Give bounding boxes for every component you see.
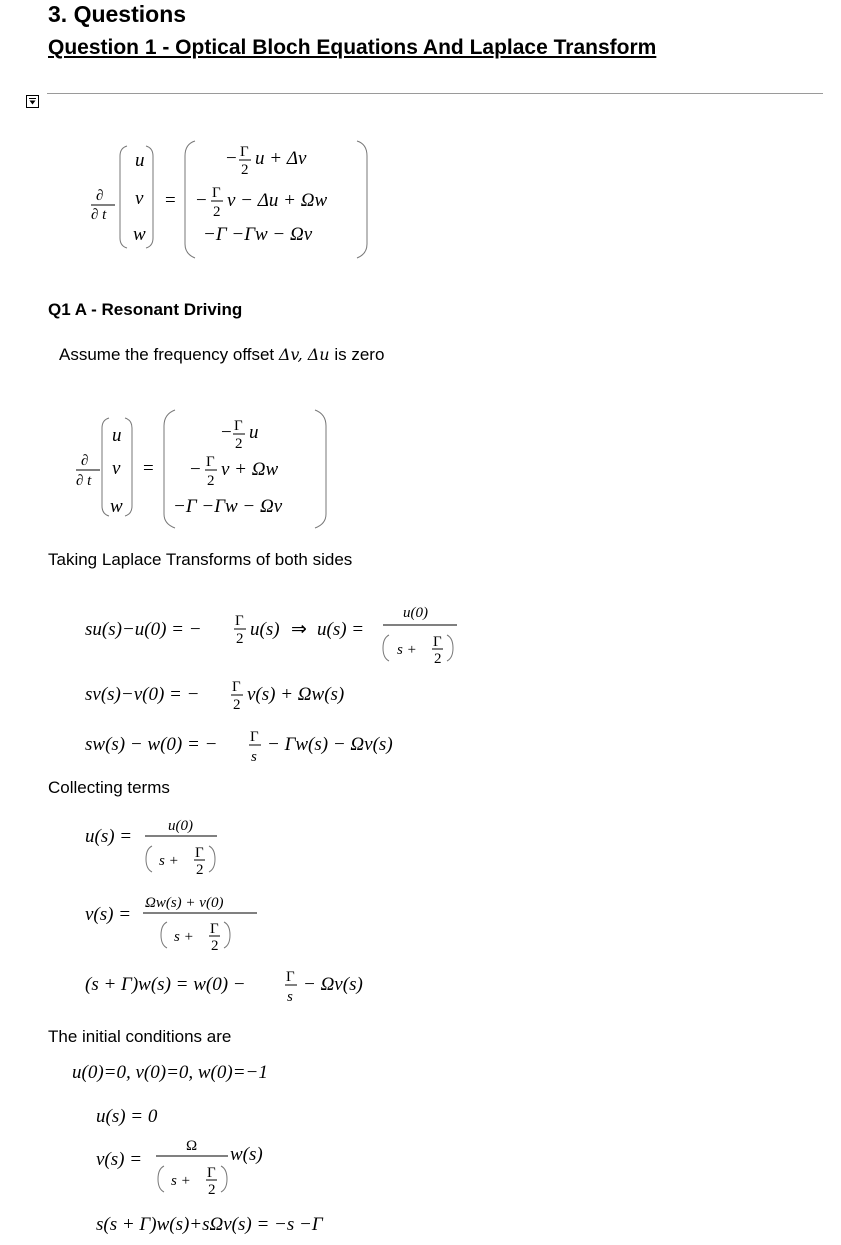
svg-text:u(s) = 0: u(s) = 0 [96, 1106, 158, 1127]
svg-text:u: u [249, 422, 259, 443]
svg-text:− Ωv(s): − Ωv(s) [303, 974, 363, 995]
svg-text:s +: s + [174, 929, 194, 945]
svg-text:−: − [190, 459, 201, 480]
svg-text:Γ: Γ [250, 729, 259, 745]
frequency-offset-math: Δv, Δu [278, 345, 330, 364]
initial-conditions-equations [72, 1052, 432, 1242]
svg-text:u(s) =: u(s) = [85, 826, 133, 847]
svg-text:⇒: ⇒ [291, 619, 307, 640]
svg-text:Ωw(s) + v(0): Ωw(s) + v(0) [145, 895, 224, 911]
collapse-toggle-button[interactable] [26, 95, 39, 108]
collected-terms [85, 810, 405, 1010]
svg-text:2: 2 [233, 697, 241, 713]
svg-text:sw(s) − w(0) = −: sw(s) − w(0) = − [85, 734, 218, 755]
svg-text:∂ t: ∂ t [76, 473, 92, 489]
svg-text:Γ: Γ [207, 1165, 216, 1181]
svg-text:v − Δu + Ωw: v − Δu + Ωw [227, 190, 328, 211]
bloch-equations-matrix [85, 136, 385, 266]
svg-text:−: − [196, 190, 207, 211]
svg-text:∂: ∂ [96, 188, 104, 204]
svg-text:v: v [112, 458, 121, 479]
svg-text:u: u [135, 150, 145, 171]
svg-text:w: w [110, 496, 123, 517]
svg-text:Ω: Ω [186, 1138, 198, 1154]
laplace-equations [85, 595, 465, 770]
svg-text:su(s)−u(0) = −: su(s)−u(0) = − [85, 619, 202, 640]
svg-text:2: 2 [236, 631, 244, 647]
svg-text:2: 2 [434, 651, 442, 667]
q1a-heading: Q1 A - Resonant Driving [48, 300, 243, 319]
svg-text:2: 2 [207, 473, 215, 489]
assumption-text [59, 345, 384, 365]
svg-text:Γ: Γ [240, 144, 249, 160]
svg-text:=: = [143, 458, 154, 479]
svg-text:v(s) + Ωw(s): v(s) + Ωw(s) [247, 684, 345, 705]
svg-text:u(0): u(0) [168, 818, 193, 834]
svg-text:sv(s)−v(0) = −: sv(s)−v(0) = − [85, 684, 200, 705]
svg-text:v + Ωw: v + Ωw [221, 459, 279, 480]
svg-text:s +: s + [397, 642, 417, 658]
triangle-down-icon [27, 96, 38, 107]
svg-text:u(s): u(s) [250, 619, 280, 640]
svg-text:−Γ −Γw − Ωv: −Γ −Γw − Ωv [173, 496, 283, 517]
laplace-text: Taking Laplace Transforms of both sides [48, 550, 353, 569]
svg-text:Γ: Γ [286, 969, 295, 985]
svg-text:v: v [135, 188, 144, 209]
svg-text:2: 2 [211, 938, 219, 954]
svg-text:2: 2 [208, 1182, 216, 1198]
svg-text:u + Δv: u + Δv [255, 148, 307, 169]
svg-text:s +: s + [159, 853, 179, 869]
svg-text:u: u [112, 425, 122, 446]
svg-text:−Γ −Γw − Ωv: −Γ −Γw − Ωv [203, 224, 313, 245]
question-heading: Question 1 - Optical Bloch Equations And Laplace Transform [48, 36, 657, 59]
svg-text:u(0): u(0) [403, 605, 428, 621]
svg-text:u(0)=0, v(0)=0, w(0)=−1: u(0)=0, v(0)=0, w(0)=−1 [72, 1062, 268, 1083]
svg-text:2: 2 [196, 862, 204, 878]
svg-text:−: − [221, 422, 232, 443]
svg-text:w: w [133, 224, 146, 245]
initial-conditions-text: The initial conditions are [48, 1027, 232, 1046]
svg-text:(s + Γ)w(s) = w(0) −: (s + Γ)w(s) = w(0) − [85, 974, 246, 995]
assumption-tail: is zero [334, 345, 385, 364]
svg-text:=: = [165, 190, 176, 211]
svg-text:Γ: Γ [235, 613, 244, 629]
svg-text:Γ: Γ [206, 454, 215, 470]
svg-text:∂ t: ∂ t [91, 207, 107, 223]
svg-text:−: − [226, 148, 237, 169]
svg-text:s: s [287, 989, 293, 1005]
svg-text:w(s): w(s) [230, 1144, 263, 1165]
svg-text:2: 2 [235, 436, 243, 452]
assumption-lead: Assume the frequency offset [59, 345, 275, 364]
svg-text:2: 2 [241, 162, 249, 178]
section-divider [47, 93, 823, 94]
svg-text:Γ: Γ [195, 845, 204, 861]
svg-text:v(s) =: v(s) = [85, 904, 132, 925]
svg-text:u(s) =: u(s) = [317, 619, 365, 640]
svg-text:Γ: Γ [232, 679, 241, 695]
svg-text:s +: s + [171, 1173, 191, 1189]
collecting-text: Collecting terms [48, 778, 170, 797]
svg-text:− Γw(s) − Ωv(s): − Γw(s) − Ωv(s) [267, 734, 393, 755]
section-heading: 3. Questions [48, 1, 187, 27]
svg-text:s: s [251, 749, 257, 765]
svg-text:s(s + Γ)w(s)+sΩv(s) = −s −Γ: s(s + Γ)w(s)+sΩv(s) = −s −Γ [96, 1214, 323, 1235]
svg-text:v(s) =: v(s) = [96, 1149, 143, 1170]
svg-text:Γ: Γ [234, 418, 243, 434]
svg-text:Γ: Γ [212, 185, 221, 201]
svg-text:Γ: Γ [433, 634, 442, 650]
svg-text:2: 2 [213, 204, 221, 220]
svg-text:∂: ∂ [81, 453, 89, 469]
svg-text:Γ: Γ [210, 921, 219, 937]
resonant-bloch-matrix [70, 408, 350, 533]
